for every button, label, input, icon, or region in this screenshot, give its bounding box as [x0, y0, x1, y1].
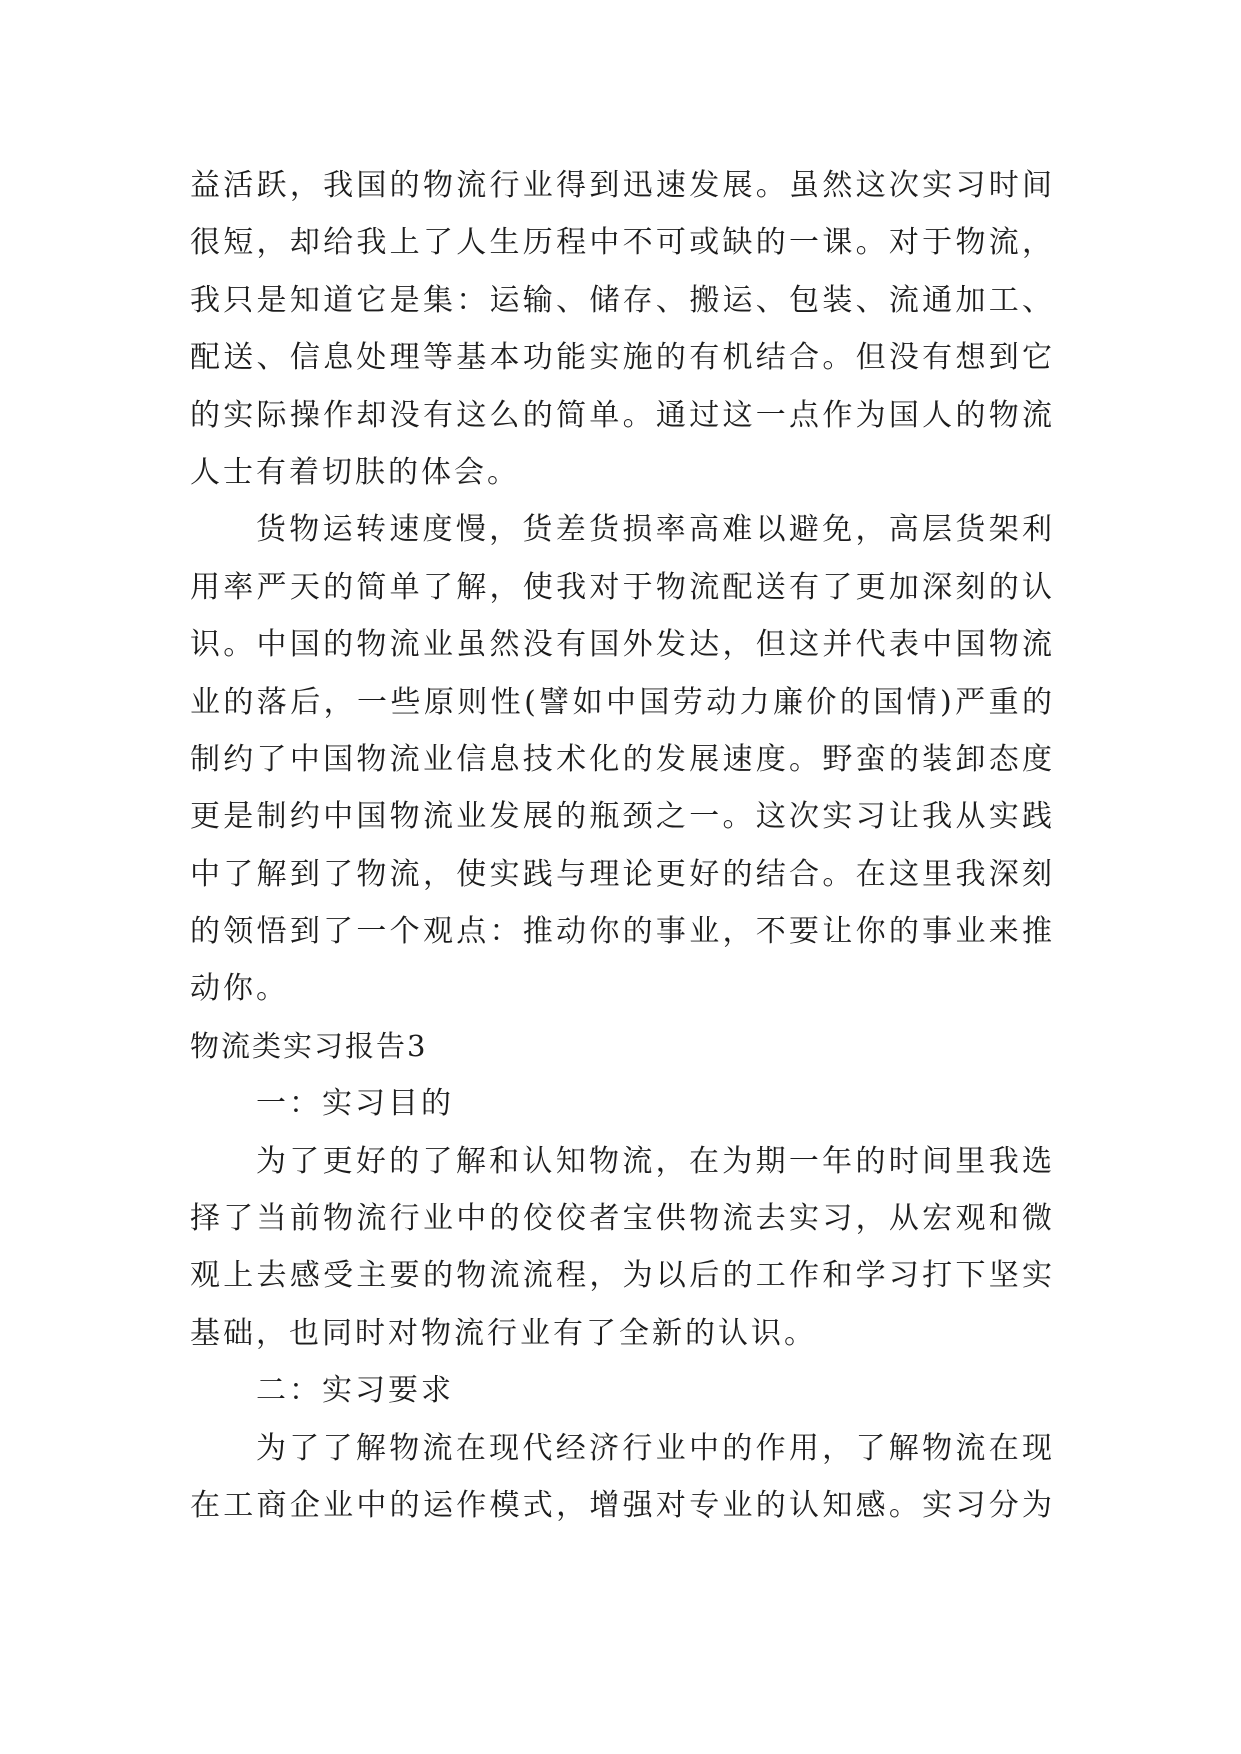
- text-line: 在工商企业中的运作模式，增强对专业的认知感。实习分为: [190, 1487, 1052, 1523]
- text-line: 我只是知道它是集：运输、储存、搬运、包装、流通加工、: [190, 282, 1052, 318]
- paragraph-first-line: 为了更好的了解和认知物流，在为期一年的时间里我选: [256, 1143, 1052, 1179]
- text-line: 配送、信息处理等基本功能实施的有机结合。但没有想到它: [190, 340, 1052, 376]
- text-line: 中了解到了物流，使实践与理论更好的结合。在这里我深刻: [190, 856, 1052, 892]
- text-line: 用率严天的简单了解，使我对于物流配送有了更加深刻的认: [190, 569, 1052, 605]
- text-line: 动你。: [190, 971, 289, 1007]
- text-line: 的实际操作却没有这么的简单。通过这一点作为国人的物流: [190, 397, 1052, 433]
- text-line: 业的落后，一些原则性(譬如中国劳动力廉价的国情)严重的: [190, 684, 1052, 720]
- text-line: 的领悟到了一个观点：推动你的事业，不要让你的事业来推: [190, 914, 1052, 950]
- text-line: 人士有着切肤的体会。: [190, 454, 520, 490]
- paragraph-first-line: 货物运转速度慢，货差货损率高难以避免，高层货架利: [256, 512, 1052, 548]
- subsection-heading: 二：实习要求: [256, 1373, 454, 1409]
- text-line: 识。中国的物流业虽然没有国外发达，但这并代表中国物流: [190, 627, 1052, 663]
- section-title: 物流类实习报告3: [190, 1028, 428, 1063]
- text-line: 更是制约中国物流业发展的瓶颈之一。这次实习让我从实践: [190, 799, 1052, 835]
- body-text: [190, 157, 1052, 1534]
- text-line: 观上去感受主要的物流流程，为以后的工作和学习打下坚实: [190, 1258, 1052, 1294]
- text-line: 益活跃，我国的物流行业得到迅速发展。虽然这次实习时间: [190, 168, 1052, 203]
- subsection-heading: 一：实习目的: [256, 1086, 454, 1122]
- paragraph-first-line: 为了了解物流在现代经济行业中的作用，了解物流在现: [256, 1430, 1052, 1466]
- text-line: 基础，也同时对物流行业有了全新的认识。: [190, 1315, 817, 1351]
- text-line: 很短，却给我上了人生历程中不可或缺的一课。对于物流，: [190, 225, 1052, 261]
- text-line: 择了当前物流行业中的佼佼者宝供物流去实习，从宏观和微: [190, 1201, 1052, 1237]
- text-line: 制约了中国物流业信息技术化的发展速度。野蛮的装卸态度: [190, 741, 1052, 777]
